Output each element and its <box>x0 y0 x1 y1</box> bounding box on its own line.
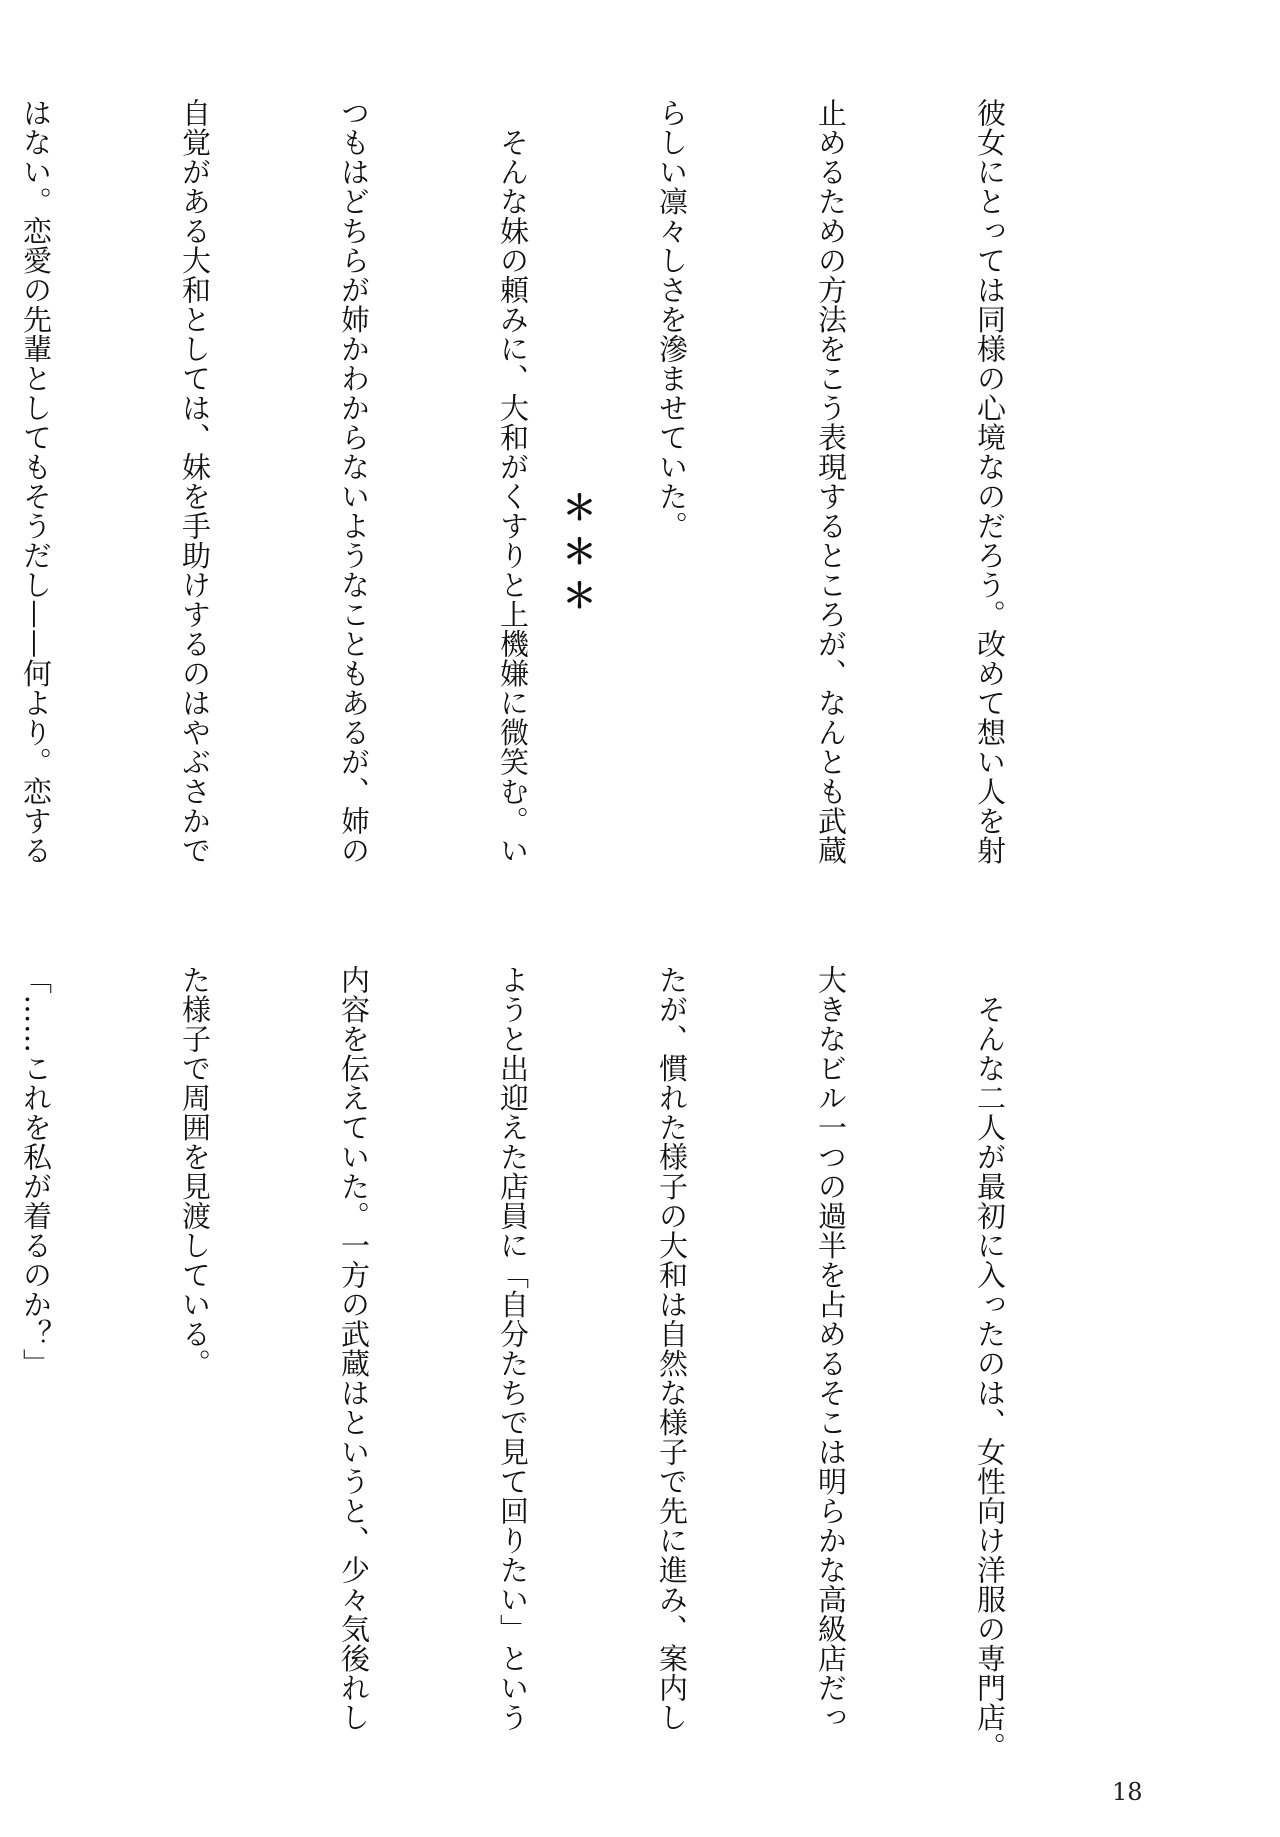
text-column: たが、慣れた様子の大和は自然な様子で先に進み、案内し <box>655 965 689 1732</box>
text-column: 彼女にとっては同様の心境なのだろう。改めて想い人を射 <box>973 98 1007 865</box>
text-column: 内容を伝えていた。一方の武蔵はというと、少々気後れし <box>337 965 371 1732</box>
text-column: 自覚がある大和としては、妹を手助けするのはやぶさかで <box>178 98 212 865</box>
text-column: 「……これを私が着るのか？」 <box>19 965 53 1378</box>
scene-break-asterisks: ＊＊＊ <box>556 490 596 622</box>
text-column: はない。恋愛の先輩としてもそうだし——何より。恋する <box>19 98 53 865</box>
text-column: らしい凛々しさを滲ませていた。 <box>655 98 689 541</box>
upper-text-block <box>19 98 1122 888</box>
text-column: 大きなビル一つの過半を占めるそこは明らかな高級店だっ <box>814 965 848 1732</box>
text-column: つもはどちらが姉かわからないようなこともあるが、姉の <box>337 98 371 865</box>
text-column: ようと出迎えた店員に「自分たちで見て回りたい」という <box>496 965 530 1732</box>
text-column: そんな二人が最初に入ったのは、女性向け洋服の専門店。 <box>973 965 1007 1762</box>
text-column: た様子で周囲を見渡している。 <box>178 965 212 1378</box>
text-column: そんな妹の頼みに、大和がくすりと上機嫌に微笑む。い <box>496 98 530 865</box>
page-number: 18 <box>1112 1778 1143 1806</box>
text-column: 止めるための方法をこう表現するところが、なんとも武蔵 <box>814 98 848 865</box>
lower-text-block <box>19 965 1122 1762</box>
